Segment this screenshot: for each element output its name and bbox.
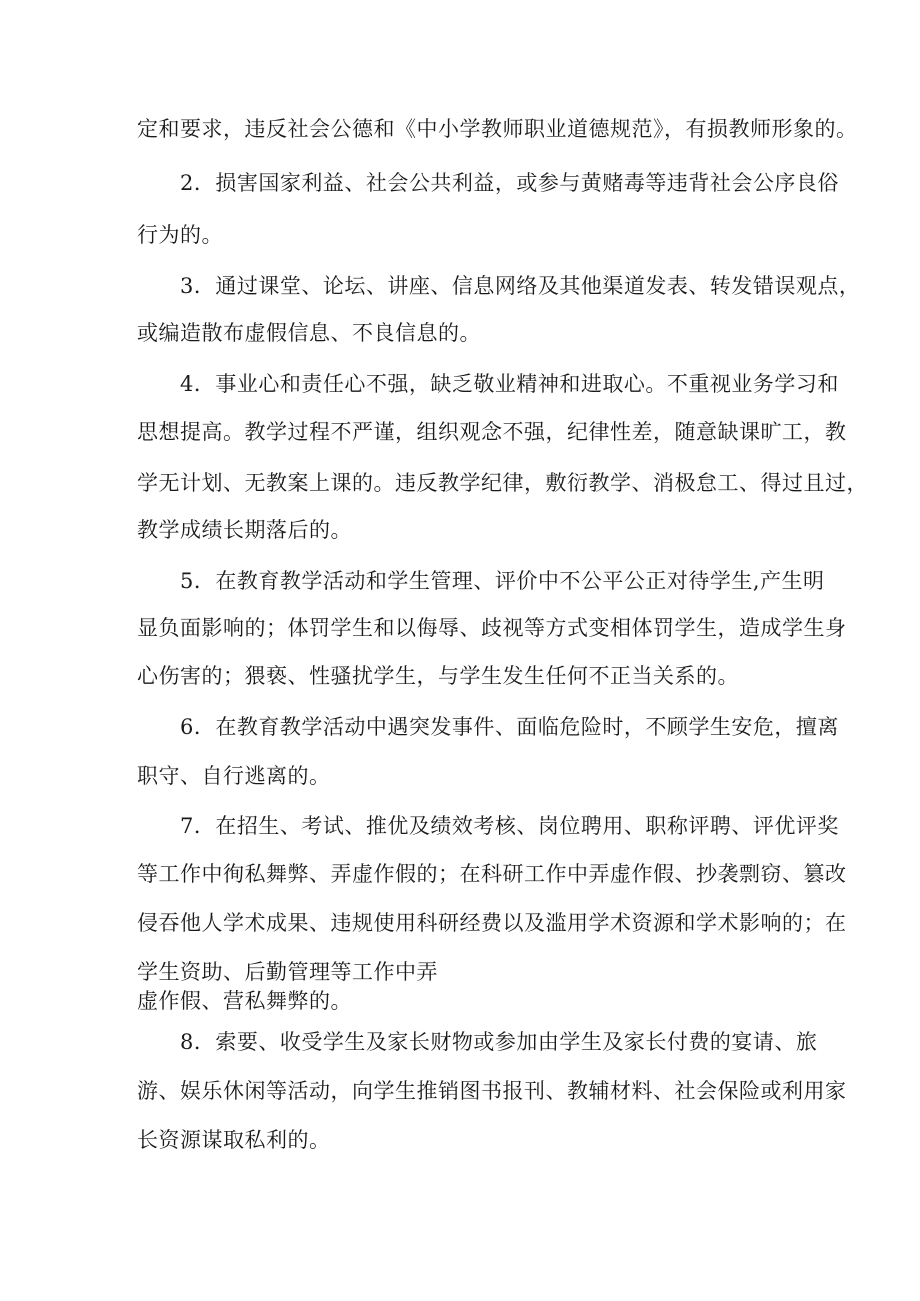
text-line: 显负面影响的；体罚学生和以侮辱、歧视等方式变相体罚学生，造成学生身 xyxy=(137,616,847,640)
text-line: 长资源谋取私利的。 xyxy=(137,1128,331,1152)
text-line: 游、娱乐休闲等活动，向学生推销图书报刊、教辅材料、社会保险或利用家 xyxy=(137,1079,847,1103)
text-line: 思想提高。教学过程不严谨，组织观念不强，纪律性差，随意缺课旷工，教 xyxy=(137,420,847,444)
text-line: 行为的。 xyxy=(137,223,223,247)
text-line-item-2: 2．损害国家利益、社会公共利益，或参与黄赌毒等违背社会公序良俗 xyxy=(180,171,839,195)
text-line: 或编造散布虚假信息、不良信息的。 xyxy=(137,321,481,345)
text-line-item-8: 8．索要、收受学生及家长财物或参加由学生及家长付费的宴请、旅 xyxy=(180,1030,818,1054)
text-line-item-4: 4．事业心和责任心不强，缺乏敬业精神和进取心。不重视业务学习和 xyxy=(180,372,839,396)
text-line: 虚作假、营私舞弊的。 xyxy=(137,989,352,1013)
text-line-item-3: 3．通过课堂、论坛、讲座、信息网络及其他渠道发表、转发错误观点， xyxy=(180,274,861,298)
text-line: 心伤害的；猥亵、性骚扰学生，与学生发生任何不正当关系的。 xyxy=(137,664,739,688)
text-line: 教学成绩长期落后的。 xyxy=(137,518,352,542)
text-line: 职守、自行逃离的。 xyxy=(137,764,331,788)
text-line: 侵吞他人学术成果、违规使用科研经费以及滥用学术资源和学术影响的；在 xyxy=(137,911,847,935)
text-line: 定和要求，违反社会公德和《中小学教师职业道德规范》，有损教师形象的。 xyxy=(137,117,858,141)
text-line-item-6: 6．在教育教学活动中遇突发事件、面临危险时，不顾学生安危，擅离 xyxy=(180,715,839,739)
text-line: 等工作中徇私舞弊、弄虚作假的；在科研工作中弄虚作假、抄袭剽窃、篡改 xyxy=(137,862,847,886)
text-line-item-7: 7．在招生、考试、推优及绩效考核、岗位聘用、职称评聘、评优评奖 xyxy=(180,814,839,838)
text-line: 学无计划、无教案上课的。违反教学纪律，敷衍教学、消极怠工、得过且过， xyxy=(137,471,868,495)
text-line: 学生资助、后勤管理等工作中弄 xyxy=(137,960,438,984)
text-line-item-5: 5．在教育教学活动和学生管理、评价中不公平公正对待学生,产生明 xyxy=(180,569,825,593)
